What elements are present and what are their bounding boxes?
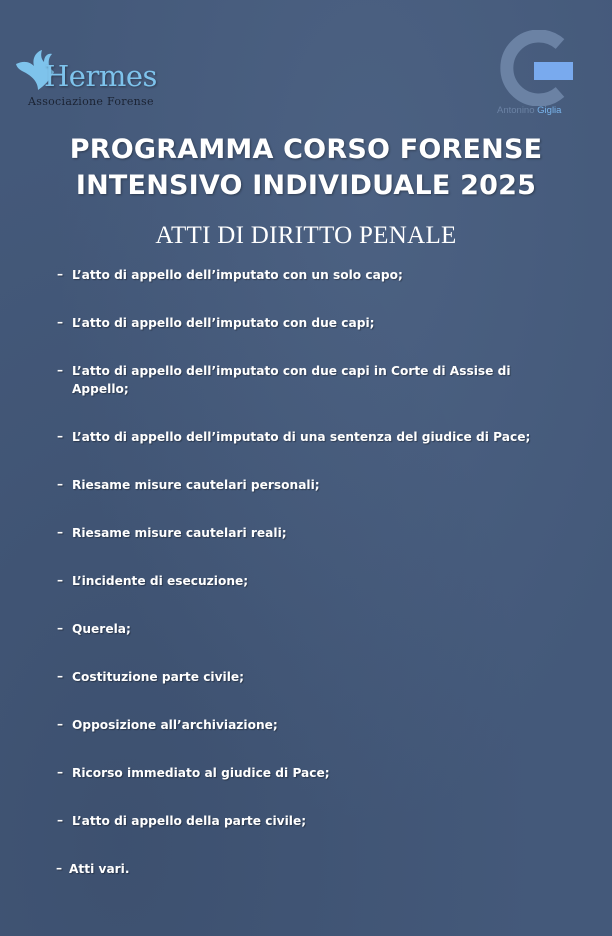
dash-bullet: –: [56, 861, 63, 875]
dash-bullet: –: [57, 621, 64, 635]
giglia-first-name: Antonino: [497, 105, 535, 116]
giglia-logo: [494, 26, 584, 122]
list-item: [57, 764, 542, 782]
dash-bullet: –: [57, 267, 64, 281]
dash-bullet: –: [57, 525, 64, 539]
hermes-name: Hermes: [44, 59, 157, 93]
list-item-text: L’atto di appello dell’imputato con due capi;: [72, 316, 375, 330]
dash-bullet: –: [57, 315, 64, 329]
list-item-text: L’atto di appello dell’imputato di una sentenza del giudice di Pace;: [72, 430, 531, 444]
list-item-text: L’atto di appello della parte civile;: [72, 814, 307, 828]
hermes-logo: [14, 48, 164, 112]
dash-bullet: –: [57, 363, 64, 377]
giglia-caption: [497, 105, 561, 116]
page-title: [0, 132, 612, 204]
list-item-text: Riesame misure cautelari reali;: [72, 526, 287, 540]
list-item: [57, 476, 542, 494]
hermes-subtitle: Associazione Forense: [28, 95, 154, 108]
list-item: [57, 362, 517, 398]
dash-bullet: –: [57, 813, 64, 827]
dash-bullet: –: [57, 477, 64, 491]
dash-bullet: –: [57, 429, 64, 443]
section-subtitle: ATTI DI DIRITTO PENALE: [155, 222, 457, 249]
dash-bullet: –: [57, 717, 64, 731]
dash-bullet: –: [57, 669, 64, 683]
g-monogram-icon: [496, 30, 578, 106]
list-item: [57, 668, 542, 686]
dash-bullet: –: [57, 765, 64, 779]
list-item-text: Riesame misure cautelari personali;: [72, 478, 320, 492]
list-item: [57, 524, 542, 542]
list-item: [57, 428, 552, 446]
list-item-text: Querela;: [72, 622, 131, 636]
list-item: [56, 860, 539, 878]
list-item: [57, 572, 542, 590]
list-item: [57, 620, 542, 638]
list-item: [57, 812, 542, 830]
list-item-text: L’atto di appello dell’imputato con due capi in Corte di Assise di Appello;: [72, 364, 511, 396]
title-line-2: INTENSIVO INDIVIDUALE 2025: [75, 170, 537, 201]
list-item: [57, 716, 542, 734]
list-item-text: L’atto di appello dell’imputato con un solo capo;: [72, 268, 403, 282]
giglia-last-name: Giglia: [537, 105, 562, 116]
list-item-text: Costituzione parte civile;: [72, 670, 245, 684]
list-item-text: Ricorso immediato al giudice di Pace;: [72, 766, 330, 780]
list-item-text: Opposizione all’archiviazione;: [72, 718, 278, 732]
dash-bullet: –: [57, 573, 64, 587]
list-item-text: L’incidente di esecuzione;: [72, 574, 249, 588]
list-item: [57, 314, 542, 332]
title-line-1: PROGRAMMA CORSO FORENSE: [69, 134, 543, 165]
list-item: [57, 266, 542, 284]
list-item-text: Atti vari.: [69, 862, 130, 876]
